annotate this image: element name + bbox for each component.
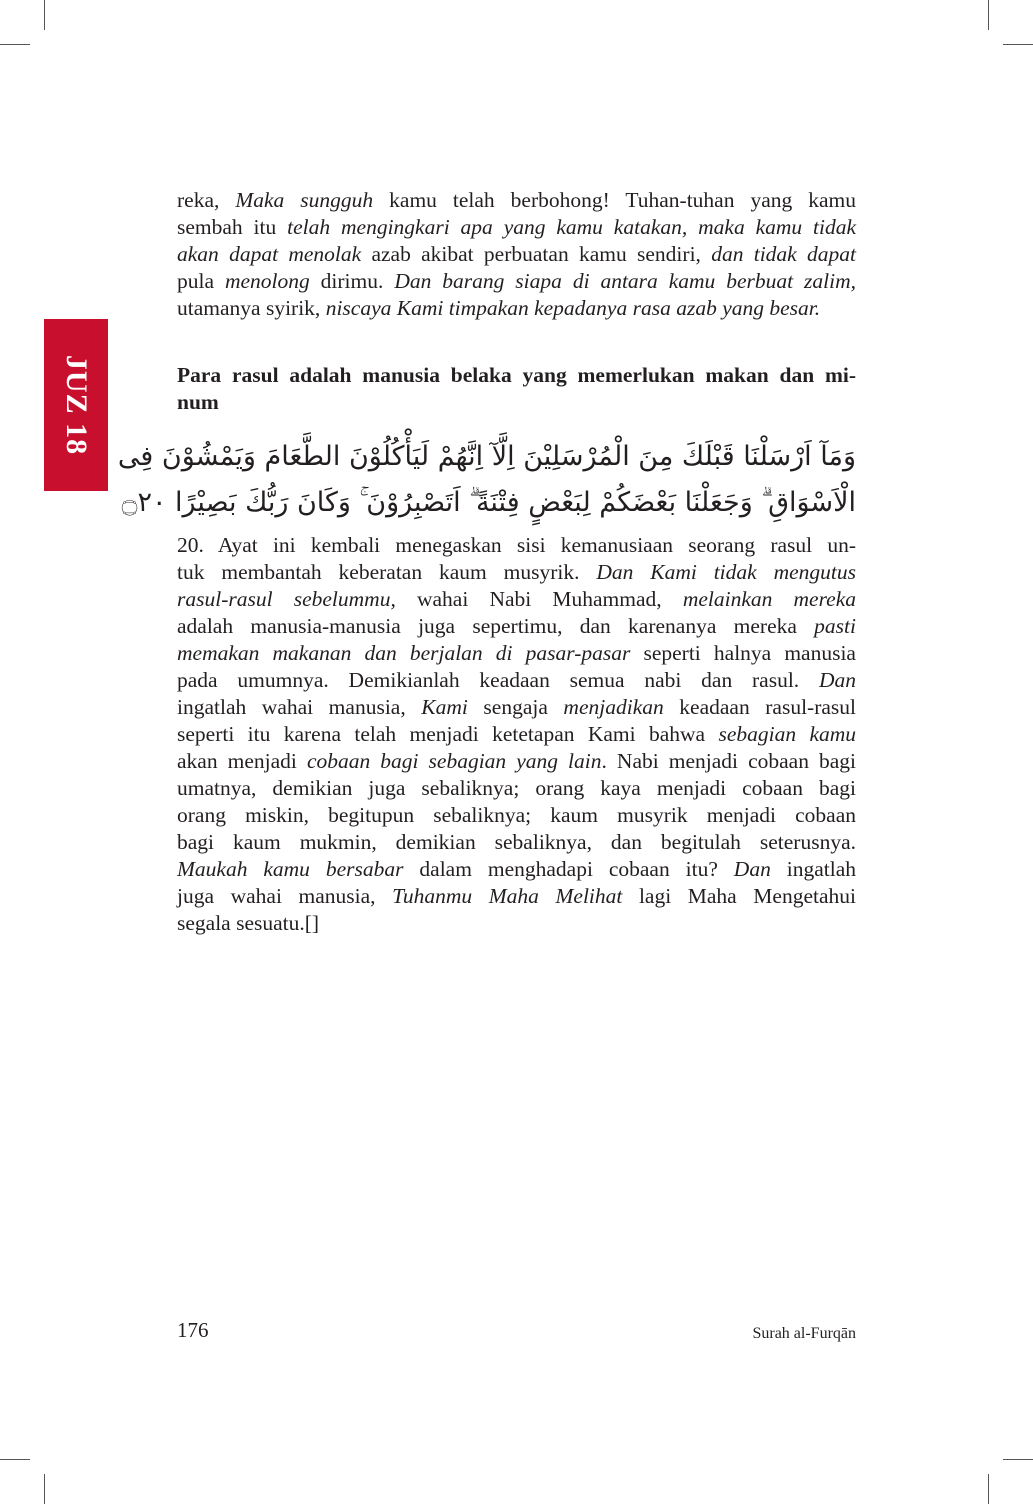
- text-segment: reka,: [177, 188, 236, 212]
- text-segment: ingatlah: [770, 857, 856, 881]
- text-line: [177, 748, 856, 775]
- text-segment: bagi kaum mukmin, demikian sebaliknya, dan begitulah seterusnya.: [177, 830, 856, 854]
- text-line: [177, 667, 856, 694]
- page-number: 176: [177, 1318, 209, 1342]
- italic-segment: telah mengingkari apa yang kamu katakan, maka kamu tidak: [287, 215, 857, 239]
- crop-mark: [1003, 44, 1033, 45]
- text-segment: utamanya syirik,: [177, 296, 326, 320]
- italic-segment: dan tidak dapat: [711, 242, 856, 266]
- italic-segment: Dan: [818, 668, 856, 692]
- text-segment: lagi Maha Mengetahui: [622, 884, 856, 908]
- text-line: [177, 775, 856, 802]
- text-line: [177, 883, 856, 910]
- text-segment: ingatlah wahai manusia,: [177, 695, 422, 719]
- text-segment: dalam menghadapi cobaan itu?: [403, 857, 734, 881]
- arabic-verse-line: الْاَسْوَاقِ ۗ وَجَعَلْنَا بَعْضَكُمْ لِبَعْضٍ فِتْنَةً ۗ اَتَصْبِرُوْنَ ۚ وَكَانَ رَبُّكَ بَصِيْرًا ۝٢٠: [121, 487, 856, 518]
- text-line: [177, 802, 856, 829]
- italic-segment: Tuhanmu Maha Melihat: [392, 884, 623, 908]
- italic-segment: niscaya Kami timpakan kepadanya rasa azab yang besar.: [325, 296, 821, 320]
- crop-mark: [0, 44, 30, 45]
- italic-segment: rasul-rasul sebelummu,: [177, 587, 396, 611]
- italic-segment: Maukah kamu bersabar: [177, 857, 404, 881]
- text-line: [177, 241, 856, 268]
- text-segment: seperti halnya manusia: [630, 641, 856, 665]
- italic-segment: Dan barang siapa di antara kamu berbuat zalim,: [394, 269, 856, 293]
- text-segment: orang miskin, begitupun sebaliknya; kaum musyrik menjadi cobaan: [177, 803, 856, 827]
- text-segment: . Nabi menjadi cobaan bagi: [601, 749, 857, 773]
- text-segment: segala sesuatu.[]: [177, 911, 320, 935]
- text-segment: tuk membantah keberatan kaum musyrik.: [177, 560, 597, 584]
- text-segment: adalah manusia-manusia juga sepertimu, dan karenanya mereka: [177, 614, 815, 638]
- italic-segment: memakan makanan dan berjalan di pasar-pasar: [177, 641, 631, 665]
- commentary-paragraph-continued: [177, 187, 856, 322]
- text-line: [177, 640, 856, 667]
- arabic-verse-line: وَمَآ اَرْسَلْنَا قَبْلَكَ مِنَ الْمُرْسَلِيْنَ اِلَّآ اِنَّهُمْ لَيَأْكُلُوْنَ الطَّعَامَ وَيَمْشُوْنَ فِى: [117, 441, 856, 472]
- italic-segment: pasti: [814, 614, 856, 638]
- text-segment: kamu telah berbohong! Tuhan-tuhan yang kamu: [373, 188, 856, 212]
- text-segment: sembah itu: [177, 215, 288, 239]
- italic-segment: menolong: [224, 269, 310, 293]
- text-segment: azab akibat perbuatan kamu sendiri,: [361, 242, 712, 266]
- text-segment: Para rasul adalah manusia belaka yang memerlukan makan dan mi-: [177, 363, 856, 387]
- text-line: [177, 187, 856, 214]
- text-line: [177, 694, 856, 721]
- arabic-verse: [117, 434, 856, 526]
- section-heading: [177, 362, 856, 416]
- text-line: [177, 559, 856, 586]
- italic-segment: Maka sungguh: [235, 188, 374, 212]
- text-segment: num: [177, 390, 219, 414]
- text-line: [177, 721, 856, 748]
- juz-label: JUZ 18: [60, 354, 93, 456]
- italic-segment: akan dapat menolak: [177, 242, 362, 266]
- text-segment: sengaja: [467, 695, 564, 719]
- text-segment: seperti itu karena telah menjadi ketetapan Kami bahwa: [177, 722, 719, 746]
- italic-segment: Dan: [733, 857, 771, 881]
- crop-mark: [1003, 1459, 1033, 1460]
- text-line: [177, 856, 856, 883]
- italic-segment: Dan Kami tidak mengutus: [596, 560, 856, 584]
- text-segment: wahai Nabi Muhammad,: [395, 587, 683, 611]
- verse-20-commentary: [177, 532, 856, 937]
- text-line: [177, 613, 856, 640]
- crop-mark: [988, 0, 989, 30]
- text-segment: akan menjadi: [177, 749, 307, 773]
- text-segment: 20. Ayat ini kembali menegaskan sisi kemanusiaan seorang rasul un-: [177, 533, 856, 557]
- italic-segment: cobaan bagi sebagian yang lain: [306, 749, 602, 773]
- text-line: [177, 829, 856, 856]
- crop-mark: [0, 1459, 30, 1460]
- text-segment: keadaan rasul-rasul: [663, 695, 856, 719]
- text-segment: umatnya, demikian juga sebaliknya; orang kaya menjadi cobaan bagi: [177, 776, 856, 800]
- text-line: [177, 214, 856, 241]
- text-line: [177, 532, 856, 559]
- text-line: [177, 586, 856, 613]
- italic-segment: menjadikan: [563, 695, 664, 719]
- text-segment: pula: [177, 269, 225, 293]
- crop-mark: [988, 1474, 989, 1504]
- text-segment: juga wahai manusia,: [177, 884, 393, 908]
- text-line: [177, 268, 856, 295]
- text-line: [177, 295, 856, 322]
- text-line: [177, 362, 856, 389]
- crop-mark: [44, 1474, 45, 1504]
- text-segment: dirimu.: [309, 269, 395, 293]
- text-line: [177, 389, 856, 416]
- crop-mark: [44, 0, 45, 30]
- italic-segment: Kami: [421, 695, 468, 719]
- italic-segment: sebagian kamu: [718, 722, 857, 746]
- text-line: [177, 910, 856, 937]
- running-title: Surah al-Furqān: [752, 1325, 856, 1342]
- text-segment: pada umumnya. Demikianlah keadaan semua nabi dan rasul.: [177, 668, 819, 692]
- italic-segment: melainkan mereka: [682, 587, 856, 611]
- juz-side-tab: [44, 319, 108, 491]
